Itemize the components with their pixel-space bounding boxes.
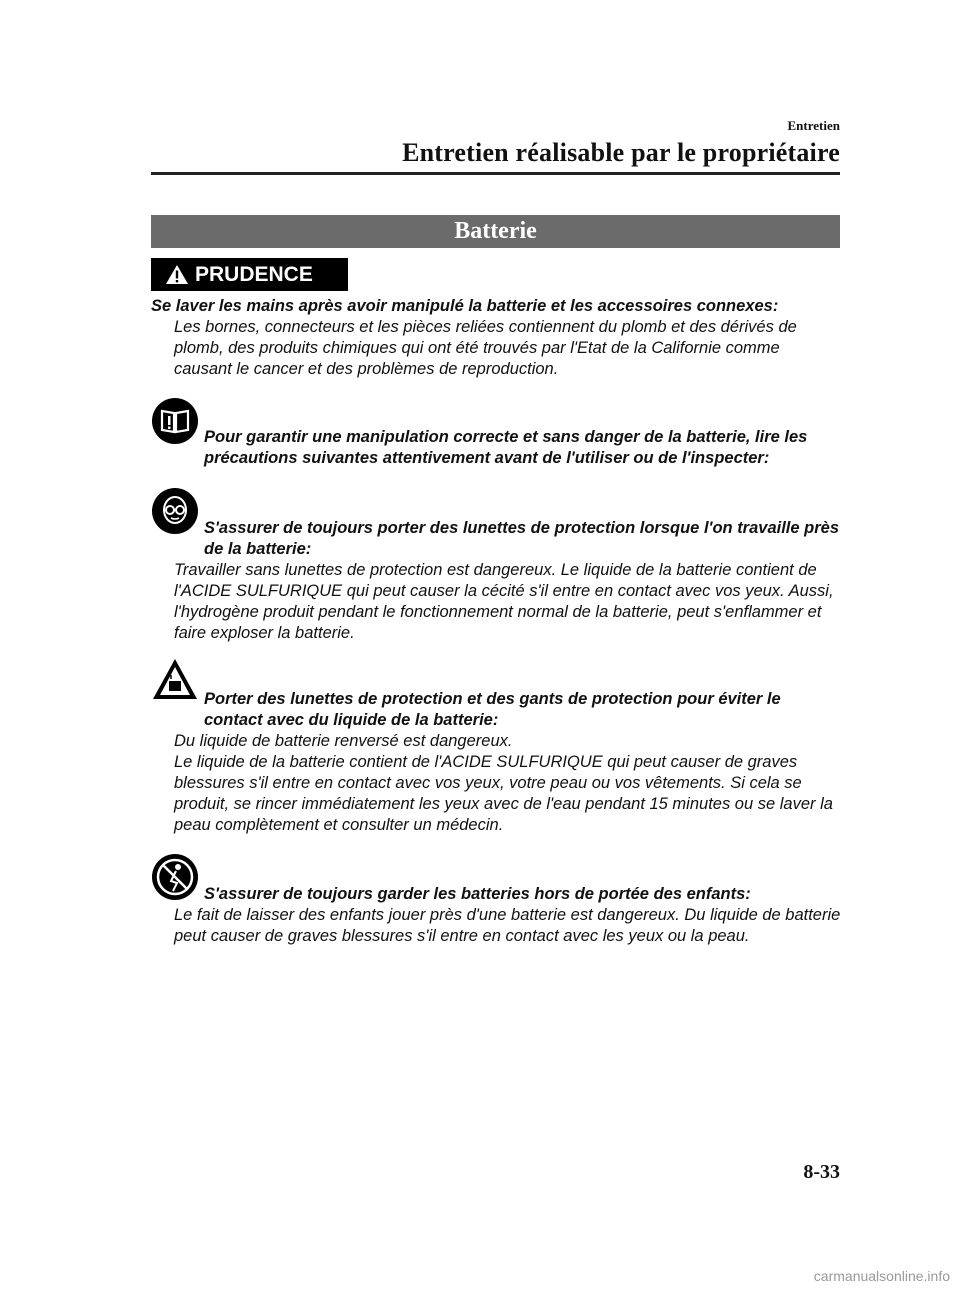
caution-block [151, 296, 841, 380]
item-acid-body2: Le liquide de la batterie contient de l'ACIDE SULFURIQUE qui peut causer de graves blessures s'il entre en contact avec vos yeux, votre peau ou vos vêtements. Si cela se produit, se rincer immédiatement les yeux avec de l'eau pendant 15 minutes ou se laver la peau complètement et consulter un médecin. [174, 753, 833, 834]
caution-label-box [151, 258, 348, 291]
item-manual [151, 427, 841, 469]
item-acid-body: Du liquide de batterie renversé est dangereux. [174, 732, 513, 750]
header-rule [151, 172, 840, 175]
section-banner: Batterie [151, 215, 840, 248]
item-children-title: S'assurer de toujours garder les batteries hors de portée des enfants: [204, 885, 751, 903]
item-acid [151, 689, 841, 836]
section-title: Entretien réalisable par le propriétaire [402, 138, 840, 167]
chapter-label: Entretien [787, 118, 840, 133]
item-manual-title: Pour garantir une manipulation correcte et sans danger de la batterie, lire les précautions suivantes attentivement avant de l'utiliser ou de l'inspecter: [204, 428, 808, 467]
item-children-body: Le fait de laisser des enfants jouer près d'une batterie est dangereux. Du liquide de batterie peut causer de graves blessures s'il entre en contact avec les yeux ou la peau. [174, 906, 841, 945]
item-eye-protection [151, 518, 841, 644]
caution-label: PRUDENCE [195, 263, 313, 286]
page-number: 8-33 [803, 1161, 840, 1183]
item-acid-title: Porter des lunettes de protection et des gants de protection pour éviter le contact avec du liquide de la batterie: [204, 690, 781, 729]
item-eye-body: Travailler sans lunettes de protection est dangereux. Le liquide de la batterie contient de l'ACIDE SULFURIQUE qui peut causer la cécité s'il entre en contact avec vos yeux. Aussi, l'hydrogène produit pendant le fonctionnement normal de la batterie, peut s'enflammer et faire exploser la batterie. [174, 561, 834, 642]
page-header [402, 118, 840, 168]
warning-triangle-icon [165, 264, 189, 285]
watermark: carmanualsonline.info [813, 1268, 950, 1284]
item-children [151, 884, 841, 947]
caution-body: Les bornes, connecteurs et les pièces reliées contiennent du plomb et des dérivés de plomb, des produits chimiques qui ont été trouvés par l'Etat de la Californie comme causant le cancer et des problèmes de reproduction. [174, 318, 797, 378]
caution-title: Se laver les mains après avoir manipulé la batterie et les accessoires connexes: [151, 297, 779, 315]
item-eye-title: S'assurer de toujours porter des lunettes de protection lorsque l'on travaille près de la batterie: [204, 519, 840, 558]
